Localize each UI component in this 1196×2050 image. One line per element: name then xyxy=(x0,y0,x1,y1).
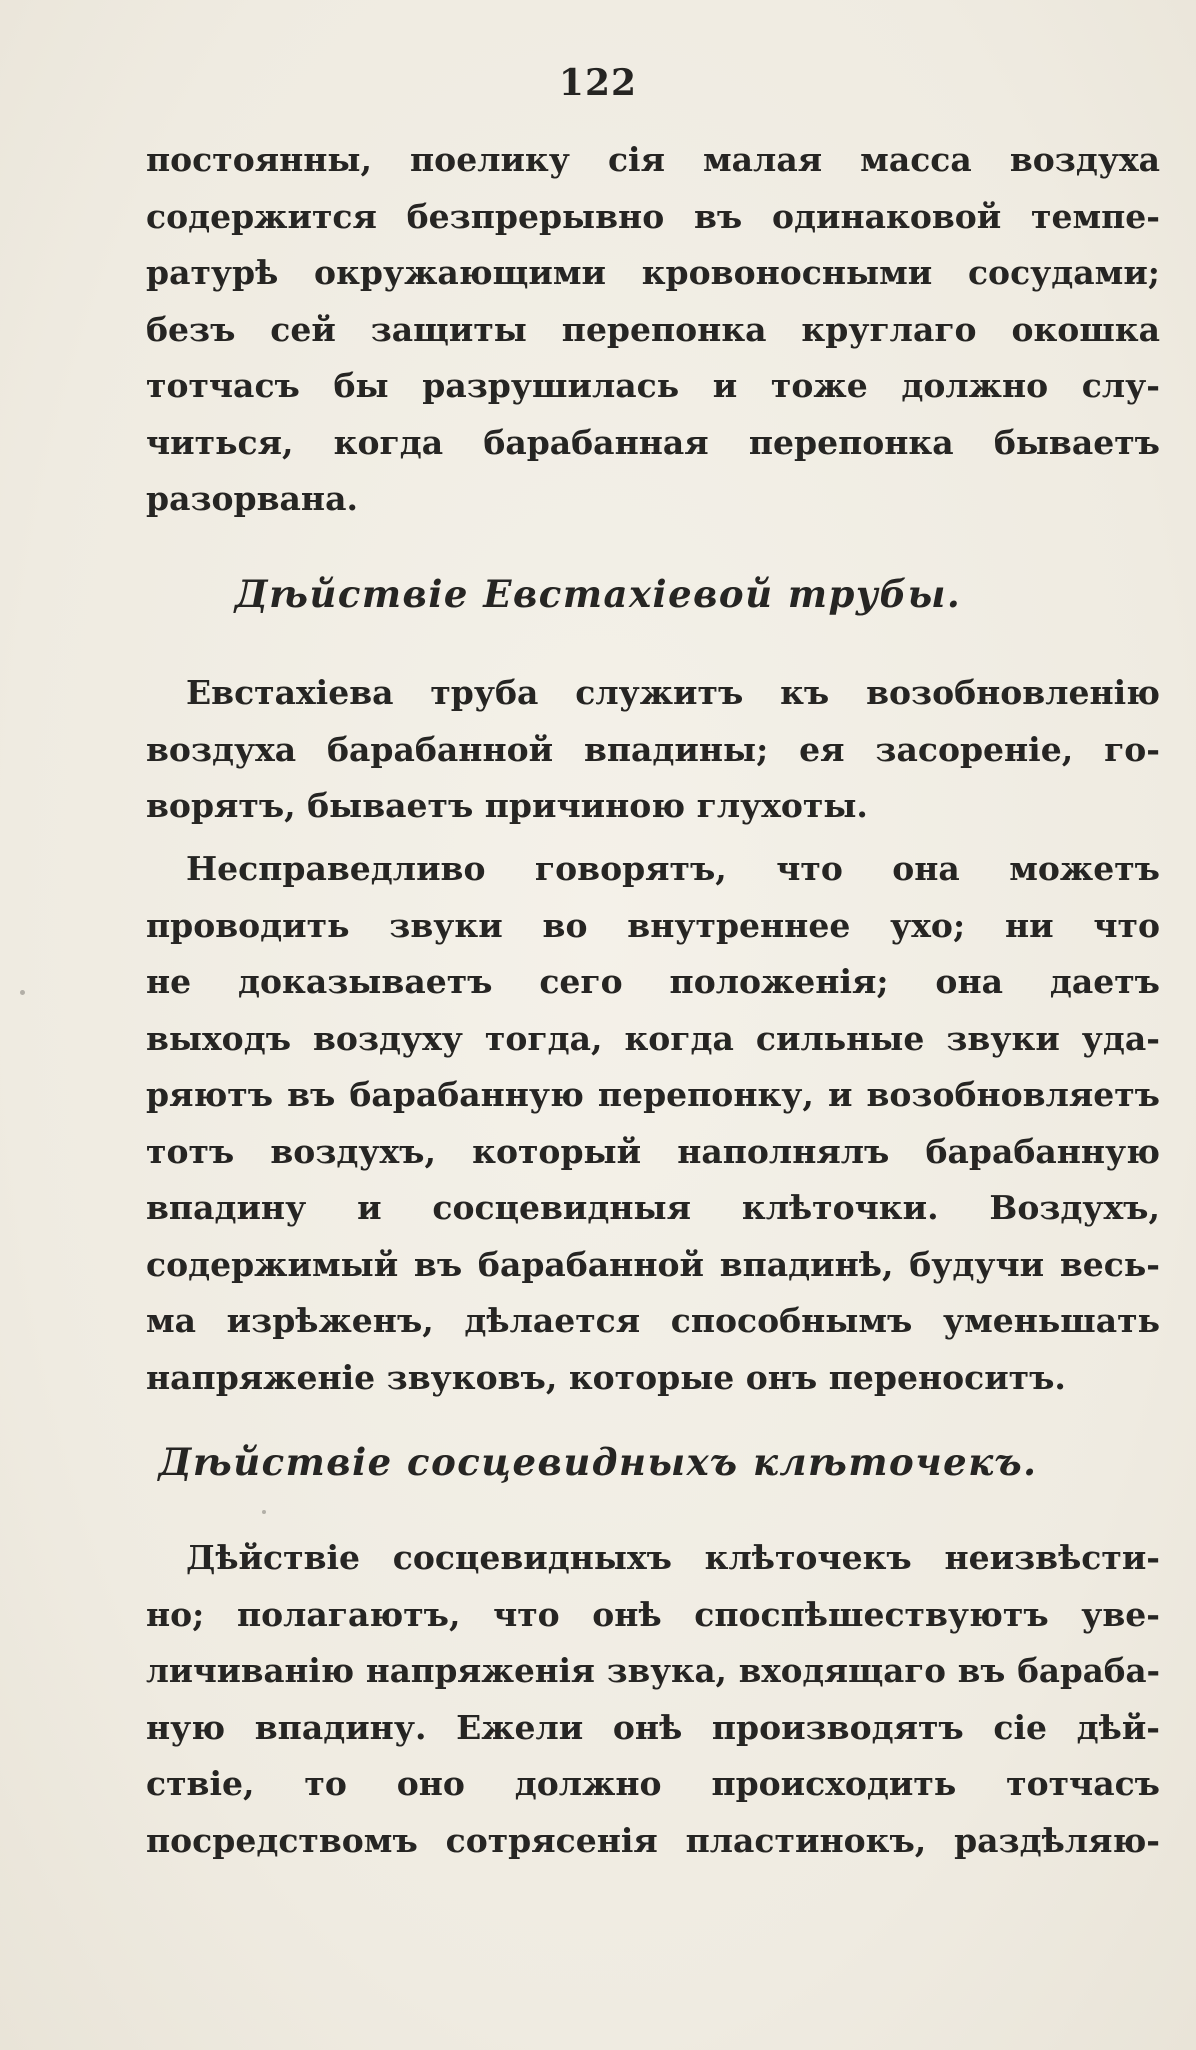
text-line: Евстахіева труба служитъ къ возобновленію xyxy=(186,673,1160,712)
text-line: содержимый въ барабанной впадинѣ, будучи весь- xyxy=(146,1244,1160,1284)
text-line: но; полагаютъ, что онѣ споспѣшествуютъ уве- xyxy=(146,1594,1160,1634)
text-line: посредствомъ сотрясенія пластинокъ, раздѣляю- xyxy=(146,1820,1160,1860)
text-line: воздуха барабанной впадины; ея засореніе, го- xyxy=(146,729,1160,769)
text-line: читься, когда барабанная перепонка бываетъ xyxy=(146,422,1160,462)
text-line: Дѣйствіе сосцевидныхъ клѣточекъ неизвѣсти- xyxy=(186,1538,1160,1577)
text-line: ворятъ, бываетъ причиною глухоты. xyxy=(146,786,868,825)
text-line: выходъ воздуху тогда, когда сильные звуки уда- xyxy=(146,1018,1160,1058)
text-line: безъ сей защиты перепонка круглаго окошка xyxy=(146,309,1160,349)
text-line: тотъ воздухъ, который наполнялъ барабанную xyxy=(146,1131,1160,1171)
text-line: не доказываетъ сего положенія; она даетъ xyxy=(146,962,1160,1001)
paragraph-ear-window xyxy=(146,132,1160,528)
text-line: ную впадину. Ежели онѣ производятъ сіе дѣй- xyxy=(146,1707,1160,1747)
text-line: ратурѣ окружающими кровоносными сосудами; xyxy=(146,253,1160,292)
page-number: 122 xyxy=(558,62,638,104)
text-line: проводить звуки во внутреннее ухо; ни что xyxy=(146,905,1160,945)
section-heading-mastoid-cells: Дѣйствіе сосцевидныхъ клѣточекъ. xyxy=(158,1440,1038,1484)
text-line: ма изрѣженъ, дѣлается способнымъ уменьшать xyxy=(146,1301,1160,1340)
paragraph-eustachian-function xyxy=(146,841,1160,1406)
text-line: ряютъ въ барабанную перепонку, и возобновляетъ xyxy=(146,1075,1160,1114)
text-line: Несправедливо говорятъ, что она можетъ xyxy=(186,849,1160,888)
text-line: содержится безпрерывно въ одинаковой темпе- xyxy=(146,196,1160,236)
paper-speck xyxy=(262,1510,266,1514)
paragraph-eustachian-intro xyxy=(146,665,1160,835)
text-line: ствіе, то оно должно происходить тотчасъ xyxy=(146,1764,1160,1803)
text-line: постоянны, поелику сія малая масса воздуха xyxy=(146,140,1160,179)
section-heading-eustachian-tube: Дѣйствіе Евстахіевой трубы. xyxy=(234,572,962,616)
text-line: впадину и сосцевидныя клѣточки. Воздухъ, xyxy=(146,1188,1160,1227)
text-line: тотчасъ бы разрушилась и тоже должно слу- xyxy=(146,366,1160,405)
paragraph-mastoid-cells xyxy=(146,1530,1160,1869)
text-line: напряженіе звуковъ, которые онъ переноситъ. xyxy=(146,1357,1066,1397)
text-line: личиванію напряженія звука, входящаго въ бараба- xyxy=(146,1651,1160,1690)
text-line: разорвана. xyxy=(146,479,358,518)
paper-speck xyxy=(20,990,25,995)
